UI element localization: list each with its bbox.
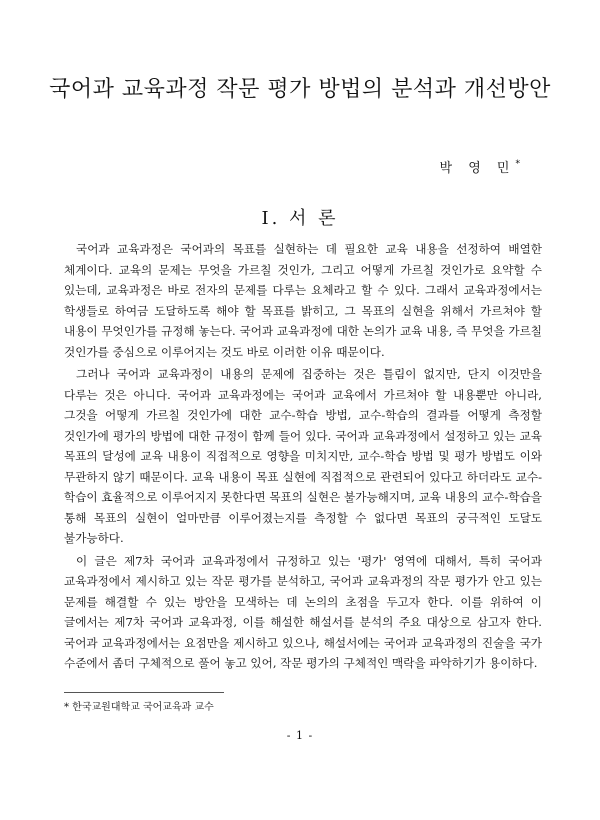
- body-text: [64, 239, 542, 674]
- author-line: [440, 157, 520, 176]
- author-name: 박 영 민: [439, 161, 516, 176]
- author-footnote-mark: *: [515, 159, 520, 170]
- page-number: - 1 -: [286, 729, 314, 742]
- paragraph-2: 그러나 국어과 교육과정이 내용의 문제에 집중하는 것은 틀림이 없지만, 단지 이것만을 다루는 것은 아니다. 국어과 교육과정에는 국어과 교육에서 가르쳐야 할 내용뿐만 아니라, 그것을 어떻게 가르칠 것인가에 대한 교수-학습 방법, 교수-학습의 결과를 어떻게 측정할 것인가에 평가의 방법에 대한 규정이 함께 들어 있다. 국어과 교육과정에서 설정하고 있는 교육 목표의 달성에 교육 내용이 직접적으로 영향을 미치지만, 교수-학습 방법 및 평가 방법도 이와 무관하지 않기 때문이다. 교육 내용이 목표 실현에 직접적으로 관련되어 있다고 하더라도 교수-학습이 효율적으로 이루어지지 못한다면 목표의 실현은 불가능해지며, 교육 내용의 교수-학습을 통해 목표의 실현이 얼마만큼 이루어졌는지를 측정할 수 없다면 목표의 궁극적인 도달도 불가능하다.: [64, 367, 542, 545]
- section-heading: Ⅰ. 서 론: [261, 208, 339, 229]
- paper-title: 국어과 교육과정 작문 평가 방법의 분석과 개선방안: [49, 77, 551, 102]
- footnote-divider: [64, 692, 224, 693]
- footnote: * 한국교원대학교 국어교육과 교수: [64, 702, 214, 713]
- paragraph-1: 국어과 교육과정은 국어과의 목표를 실현하는 데 필요한 교육 내용을 선정하여 배열한 체계이다. 교육의 문제는 무엇을 가르칠 것인가, 그리고 어떻게 가르칠 것인가로 요약할 수 있는데, 교육과정은 바로 전자의 문제를 다루는 요체라고 할 수 있다. 그래서 교육과정에서는 학생들로 하여금 도달하도록 해야 할 목표를 밝히고, 그 목표의 실현을 위해서 가르쳐야 할 내용이 무엇인가를 규정해 놓는다. 국어과 교육과정에 대한 논의가 교육 내용, 즉 무엇을 가르칠 것인가를 중심으로 이루어지는 것도 바로 이러한 이유 때문이다.: [64, 242, 542, 359]
- paragraph-3: 이 글은 제7차 국어과 교육과정에서 규정하고 있는 '평가' 영역에 대해서, 특히 국어과 교육과정에서 제시하고 있는 작문 평가를 분석하고, 국어과 교육과정의 작문 평가가 안고 있는 문제를 해결할 수 있는 방안을 모색하는 데 논의의 초점을 두고자 한다. 이를 위하여 이 글에서는 제7차 국어과 교육과정, 이를 해설한 해설서를 분석의 주요 대상으로 삼고자 한다. 국어과 교육과정에서는 요점만을 제시하고 있으나, 해설서에는 국어과 교육과정의 진술을 국가 수준에서 좀더 구체적으로 풀어 놓고 있어, 작문 평가의 구체적인 맥락을 파악하기가 용이하다.: [64, 553, 542, 670]
